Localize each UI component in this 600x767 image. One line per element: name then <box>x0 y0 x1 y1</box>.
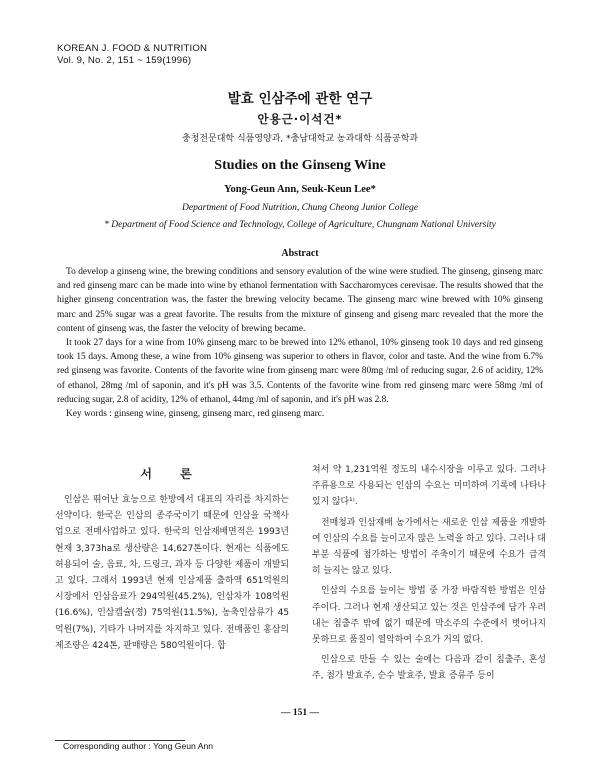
abstract-paragraph-1: To develop a ginseng wine, the brewing conditions and sensory evalution of the wine were studied. The ginseng, ginseng marc and red ginseng marc can be made into wine by ethanol fermentation with Saccharomyces cerevisae. The results showed that the higher ginseng concentration was, the faster the brewing velocity became. The ginseng marc wine brewed with 10% ginseng marc and 25% sugar was a great favorite. The results from the mixture of ginseng and giseng marc revealed that the more the content of ginseng was, the faster the velocity of brewing became. <box>57 267 543 334</box>
abstract-paragraph-2: It took 27 days for a wine from 10% ginseng marc to be brewed into 12% ethanol, 10% ginseng took 10 days and red ginseng took 15 days. Among these, a wine from 10% ginseng was superior to others in flavor, color and taste. And the wine from 6.7% red ginseng was favorite. Contents of the favorite wine from ginseng marc were 80mg /ml of reducing sugar, 2.6 of acidity, 12% of ethanol, 28mg /ml of saponin, and it's pH was 3.5. Contents of the favorite wine from red ginseng marc were 58mg /ml of reducing sugar, 2.8 of acidity, 12% of ethanol, 44mg /ml of saponin, and it's pH was 2.8. <box>57 338 543 405</box>
corresponding-author-footnote: Corresponding author : Yong Geun Ann <box>63 741 214 751</box>
intro-right-paragraph-4: 인삼으로 만들 수 있는 술에는 다음과 같이 침출주, 혼성주, 첨가 발효주, 순수 발효주, 발효 증류주 등이 <box>312 655 546 682</box>
right-column <box>312 462 546 685</box>
section-heading-intro: 서 론 <box>140 467 204 481</box>
journal-volume: Vol. 9, No. 2, 151 ~ 159(1996) <box>57 55 192 66</box>
intro-right-paragraph-2: 전매청과 인삼재배 농가에서는 새로운 인삼 제품을 개발하여 인삼의 수요를 늘이고자 많은 노력을 하고 있다. 그러나 대부분 식품에 첨가하는 방법이 주축이기 때문에 수요가 급격히 늘지는 않고 있다. <box>312 517 546 577</box>
intro-right-paragraph-3: 인삼의 수요를 늘이는 방법 중 가장 바람직한 방법은 인삼주이다. 그러나 현재 생산되고 있는 것은 인삼주에 담가 우려내는 침출주 밖에 없기 때문에 막소주의 수준에서 벗어나지 못하므로 품질이 열악하여 수요가 거의 없다. <box>312 586 546 646</box>
english-authors: Yong-Geun Ann, Seuk-Keun Lee* <box>224 184 376 195</box>
english-affiliation-1: Department of Food Nutrition, Chung Cheong Junior College <box>182 203 418 213</box>
korean-authors: 안용근·이석건* <box>257 112 343 126</box>
journal-header <box>57 43 207 67</box>
abstract-heading: Abstract <box>281 248 319 259</box>
intro-right-paragraph-1: 쳐서 약 1,231억원 정도의 내수시장을 이루고 있다. 그러나 주류용으로 사용되는 인삼의 수요는 미미하여 기록에 나타나 있지 않다¹⁾. <box>312 465 546 508</box>
page-number: — 151 — <box>281 708 319 718</box>
journal-name: KOREAN J. FOOD & NUTRITION <box>57 43 208 54</box>
english-title: Studies on the Ginseng Wine <box>214 158 386 173</box>
abstract-body <box>57 265 543 421</box>
korean-title: 발효 인삼주에 관한 연구 <box>227 91 373 107</box>
korean-affiliation: 충청전문대학 식품영양과, *충남대학교 농과대학 식품공학과 <box>181 134 419 144</box>
intro-left-paragraph-1: 인삼은 뛰어난 효능으로 한방에서 대표의 자리를 차지하는 선약이다. 한국은 인삼의 종주국이기 때문에 인삼을 국책사업으로 전매사업하고 있다. 한국의 인삼재배면적은 1993년 현재 3,373ha로 생산량은 14,627톤이다. 현재는 식품에도 허용되어 술, 음료, 차, 드링크, 과자 등 다양한 제품이 개발되고 있다. 그래서 1993년 현재 인삼제품 출하액 651억원의 시장에서 인삼음료가 294억원(45.2%), 인삼차가 108억원(16.6%), 인삼캡슐(정) 75억원(11.5%), 농축인삼류가 45억원(7%), 기타가 나머지를 차지하고 있다. 전매품인 홍삼의 제조량은 424톤, 판매량은 580억원이다. 합 <box>55 495 289 651</box>
abstract-keywords: Key words : ginseng wine, ginseng, ginseng marc, red ginseng marc. <box>66 409 325 420</box>
left-column <box>55 462 289 654</box>
english-affiliation-2: * Department of Food Science and Technology, College of Agriculture, Chungnam National University <box>104 220 496 230</box>
